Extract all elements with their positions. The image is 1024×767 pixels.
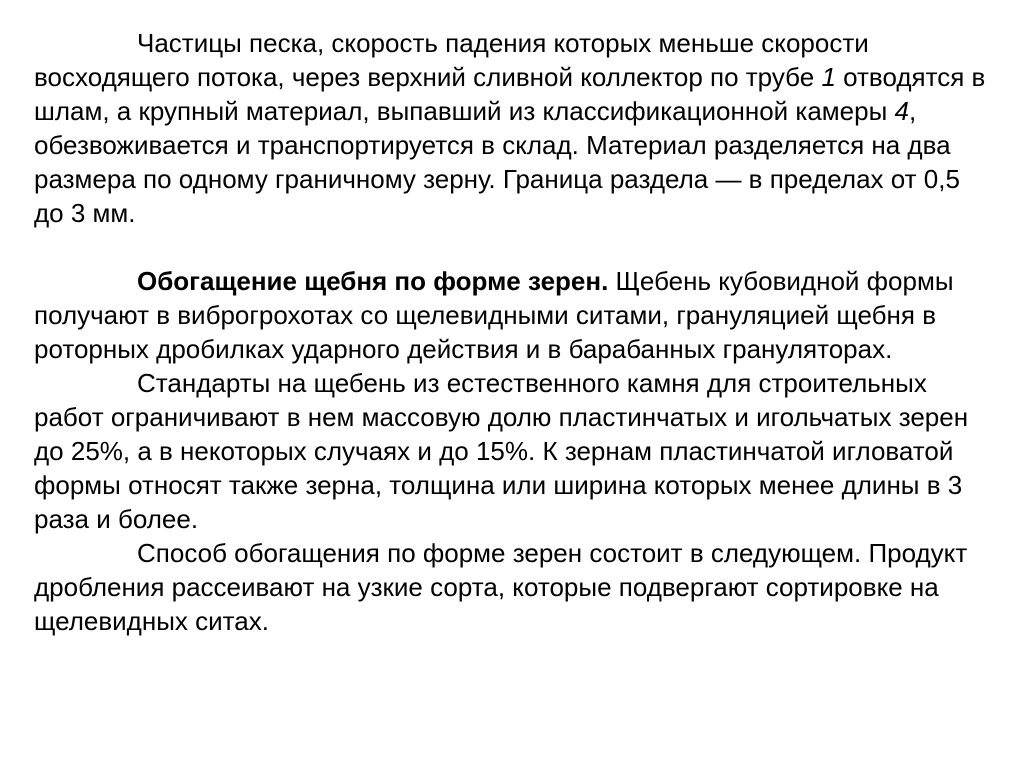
section-heading: Обогащение щебня по форме зерен.: [137, 266, 609, 296]
paragraph-crushed-stone-shape: [34, 264, 994, 366]
paragraph-standards: Стандарты на щебень из естественного камня для строительных работ ограничивают в нем массовую долю пластинчатых и игольчатых зерен до 25%, а в некоторых случаях и до 15%. К зернам пластинчатой игловатой формы относят также зерна, толщина или ширина которых менее длины в 3 раза и более.: [34, 368, 969, 534]
document-body: [34, 26, 994, 638]
paragraph-text: Частицы песка, скорость падения которых меньше скорости восходящего потока, через верхний сливной коллектор по трубе: [34, 28, 869, 92]
reference-number-pipe: 1: [821, 62, 836, 92]
paragraph-gap: [34, 230, 994, 264]
paragraph-method: Способ обогащения по форме зерен состоит в следующем. Продукт дробления рассеивают на узкие сорта, которые подвергают сортировке на щелевидных ситах.: [34, 538, 968, 636]
paragraph-text: , обезвоживается и транспортируется в склад. Материал разделяется на два размера по одному граничному зерну. Граница раздела — в пределах от 0,5 до 3 мм.: [34, 96, 960, 228]
paragraph-text: отводятся в шлам, а крупный материал, выпавший из классификационной камеры: [34, 62, 986, 126]
reference-number-chamber: 4: [894, 96, 909, 126]
paragraph-sand-classification: [34, 26, 994, 230]
paragraph-text: Щебень кубовидной формы получают в виброгрохотах со щелевидными ситами, грануляцией щебня в роторных дробилках ударного действия и в барабанных грануляторах.: [34, 266, 954, 364]
